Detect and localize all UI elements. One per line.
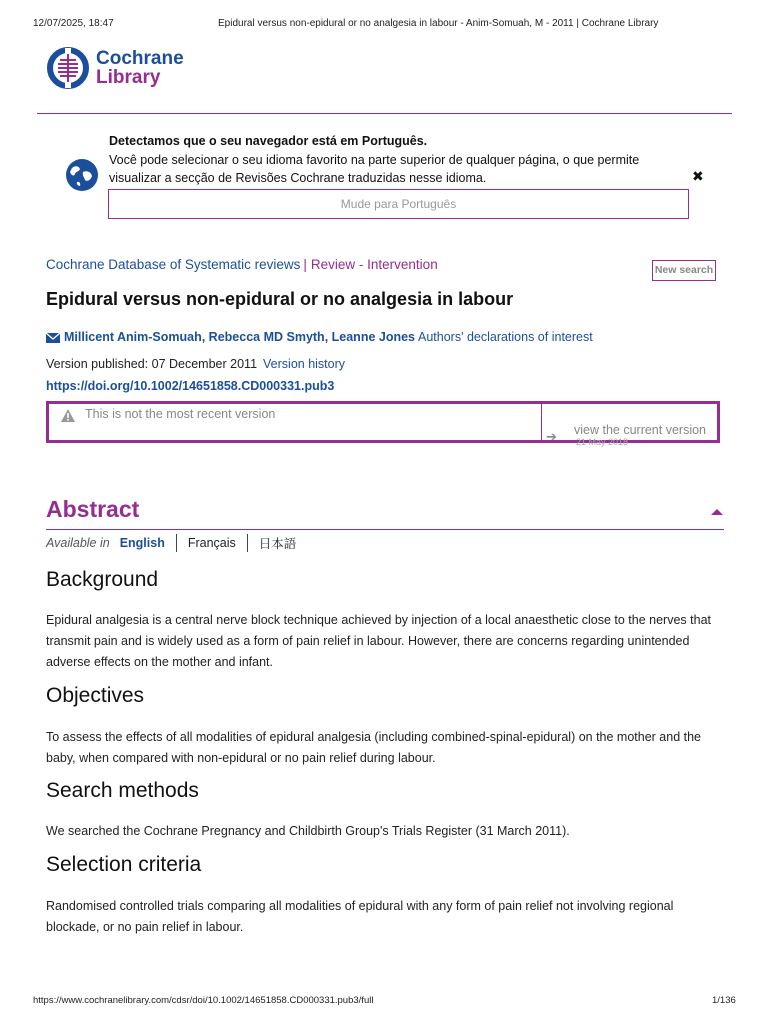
breadcrumb-separator: | — [303, 257, 307, 272]
view-current-version-link[interactable]: view the current version — [574, 423, 707, 437]
language-link-french[interactable]: Français — [187, 536, 236, 550]
section-text-search-methods: We searched the Cochrane Pregnancy and Childbirth Group's Trials Register (31 March 2011). — [46, 824, 570, 838]
caret-up-icon[interactable] — [711, 509, 723, 515]
language-banner-description: Você pode selecionar o seu idioma favorito na parte superior de qualquer página, o que permite visualizar a secção de Revisões Cochrane traduzidas nesse idioma. — [109, 153, 640, 185]
version-line — [46, 357, 345, 371]
breadcrumb-database-link[interactable]: Cochrane Database of Systematic reviews — [46, 257, 301, 272]
arrow-right-icon[interactable]: ➔ — [546, 429, 557, 444]
doi-link[interactable]: https://doi.org/10.1002/14651858.CD000331.pub3 — [46, 379, 335, 393]
version-history-link[interactable]: Version history — [263, 357, 346, 371]
new-search-button[interactable]: New search — [652, 260, 716, 281]
article-title: Epidural versus non‐epidural or no analgesia in labour — [46, 289, 514, 309]
logo-text[interactable] — [96, 49, 184, 87]
language-link-english[interactable]: English — [119, 536, 165, 550]
mail-icon[interactable] — [46, 333, 60, 343]
section-heading-selection-criteria: Selection criteria — [46, 853, 202, 876]
language-banner-title: Detectamos que o seu navegador está em Português. — [109, 134, 428, 148]
section-heading-background: Background — [46, 568, 159, 591]
section-heading-search-methods: Search methods — [46, 779, 199, 802]
language-link-japanese[interactable]: 日本語 — [258, 537, 297, 551]
section-heading-objectives: Objectives — [46, 684, 145, 707]
print-footer-url: https://www.cochranelibrary.com/cdsr/doi/10.1002/14651858.CD000331.pub3/full — [33, 995, 374, 1006]
section-text-background: Epidural analgesia is a central nerve block technique achieved by injection of a local anaesthetic close to the nerves that transmit pain and is widely used as a form of pain relief in labour. However, there are concerns regarding unintended adverse effects on the mother and infant. — [46, 613, 711, 669]
switch-language-button[interactable]: Mude para Português — [108, 189, 689, 219]
print-footer-page: 1/136 — [712, 995, 736, 1006]
version-published: Version published: 07 December 2011 — [46, 357, 258, 371]
version-notice — [46, 401, 720, 447]
globe-icon — [65, 158, 99, 192]
version-notice-text: This is not the most recent version — [85, 407, 276, 421]
available-languages — [46, 534, 307, 552]
warning-icon — [61, 409, 75, 422]
logo-line1: Cochrane — [96, 48, 184, 69]
section-text-selection-criteria: Randomised controlled trials comparing all modalities of epidural with any form of pain relief not involving regional blockade, or no pain relief in labour. — [46, 899, 674, 934]
print-datetime: 12/07/2025, 18:47 — [33, 18, 114, 29]
print-page-title: Epidural versus non-epidural or no analgesia in labour - Anim-Somuah, M - 2011 | Cochrane Library — [218, 18, 659, 29]
authors-link[interactable]: Millicent Anim‐Somuah, Rebecca MD Smyth, Leanne Jones — [64, 330, 416, 344]
section-text-objectives: To assess the effects of all modalities of epidural analgesia (including combined‐spinal‐epidural) on the mother and the baby, when compared with non‐epidural or no pain relief during labour. — [46, 730, 702, 765]
logo-line2: Library — [96, 67, 161, 88]
current-version-date: 21 May 2018 — [576, 437, 629, 447]
breadcrumb — [46, 257, 438, 272]
header-divider — [37, 113, 732, 114]
abstract-divider — [46, 529, 724, 530]
close-icon[interactable]: ✖ — [692, 168, 704, 184]
cochrane-logo-icon[interactable] — [46, 46, 90, 90]
declarations-link[interactable]: Authors' declarations of interest — [418, 330, 593, 344]
abstract-heading: Abstract — [46, 496, 140, 522]
available-in-label: Available in — [46, 536, 110, 550]
breadcrumb-review-type-link[interactable]: Review - Intervention — [310, 257, 438, 272]
